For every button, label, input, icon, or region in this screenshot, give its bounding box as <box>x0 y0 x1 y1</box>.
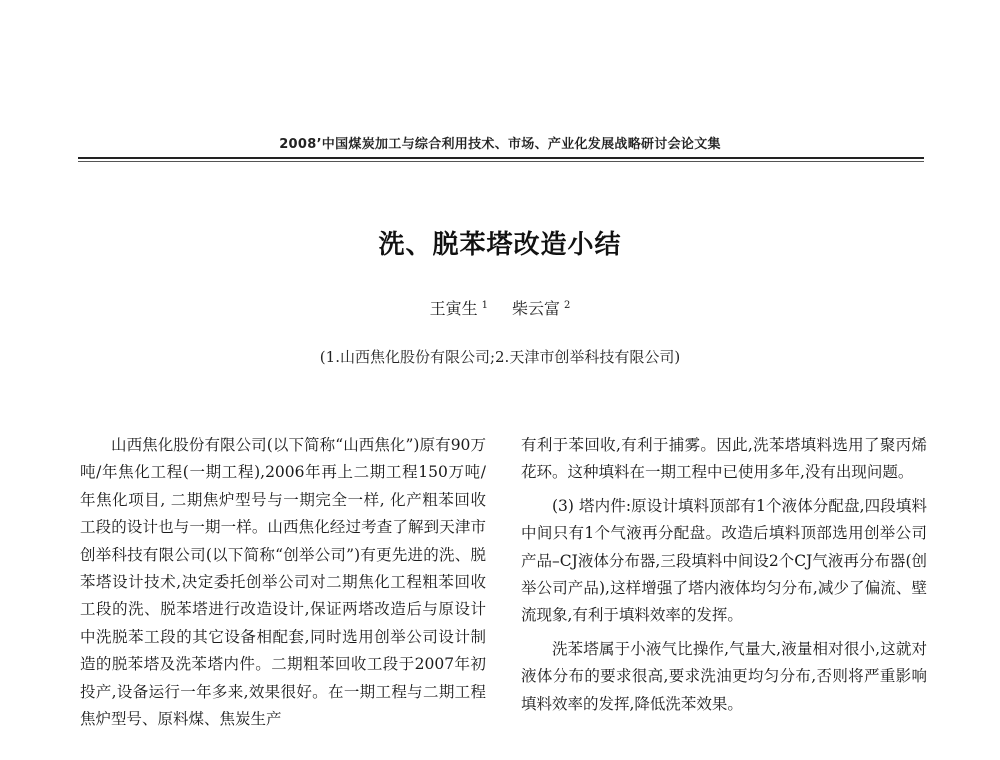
author-affiliation-marker: 1 <box>481 300 488 311</box>
author-name: 王寅生 <box>429 299 478 318</box>
author-line <box>0 296 1000 319</box>
author-name: 柴云富 <box>512 299 561 318</box>
body-paragraph: 洗苯塔属于小液气比操作,气量大,液量相对很小,这就对液体分布的要求很高,要求洗油更均匀分布,否则将严重影响填料效率的发挥,降低洗苯效果。 <box>521 639 927 713</box>
body-paragraph: 有利于苯回收,有利于捕雾。因此,洗苯塔填料选用了聚丙烯花环。这种填料在一期工程中已使用多年,没有出现问题。 <box>521 436 927 482</box>
body-paragraph: 山西焦化股份有限公司(以下简称“山西焦化”)原有90万吨/年焦化工程(一期工程),2006年再上二期工程150万吨/年焦化项目, 二期焦炉型号与一期完全一样, 化产粗苯回收工段的设计也与一期一样。山西焦化经过考查了解到天津市创举科技有限公司(以下简称“创举公司”)有更先进的洗、脱苯塔设计技术,决定委托创举公司对二期焦化工程粗苯回收工段的洗、脱苯塔进行改造设计,保证两塔改造后与原设计中洗脱苯工段的其它设备相配套,同时选用创举公司设计制造的脱苯塔及洗苯塔内件。二期粗苯回收工段于2007年初投产,设备运行一年多来,效果很好。在一期工程与二期工程焦炉型号、原料煤、焦炭生产 <box>80 436 486 729</box>
body-column-left <box>80 432 486 733</box>
header-rule-thin <box>78 161 924 162</box>
running-header: 2008’中国煤炭加工与综合利用技术、市场、产业化发展战略研讨会论文集 <box>279 137 721 152</box>
affiliation-line: (1.山西焦化股份有限公司;2.天津市创举科技有限公司) <box>319 348 681 366</box>
author-affiliation-marker: 2 <box>564 300 571 311</box>
article-title: 洗、脱苯塔改造小结 <box>378 230 622 260</box>
body-paragraph: (3) 塔内件:原设计填料顶部有1个液体分配盘,四段填料中间只有1个气液再分配盘。改造后填料顶部选用创举公司产品–CJ液体分布器,三段填料中间设2个CJ气液再分布器(创举公司产品),这样增强了塔内液体均匀分布,减少了偏流、壁流现象,有利于填料效率的发挥。 <box>521 496 927 625</box>
body-column-right <box>521 432 927 718</box>
header-rule <box>78 157 924 159</box>
